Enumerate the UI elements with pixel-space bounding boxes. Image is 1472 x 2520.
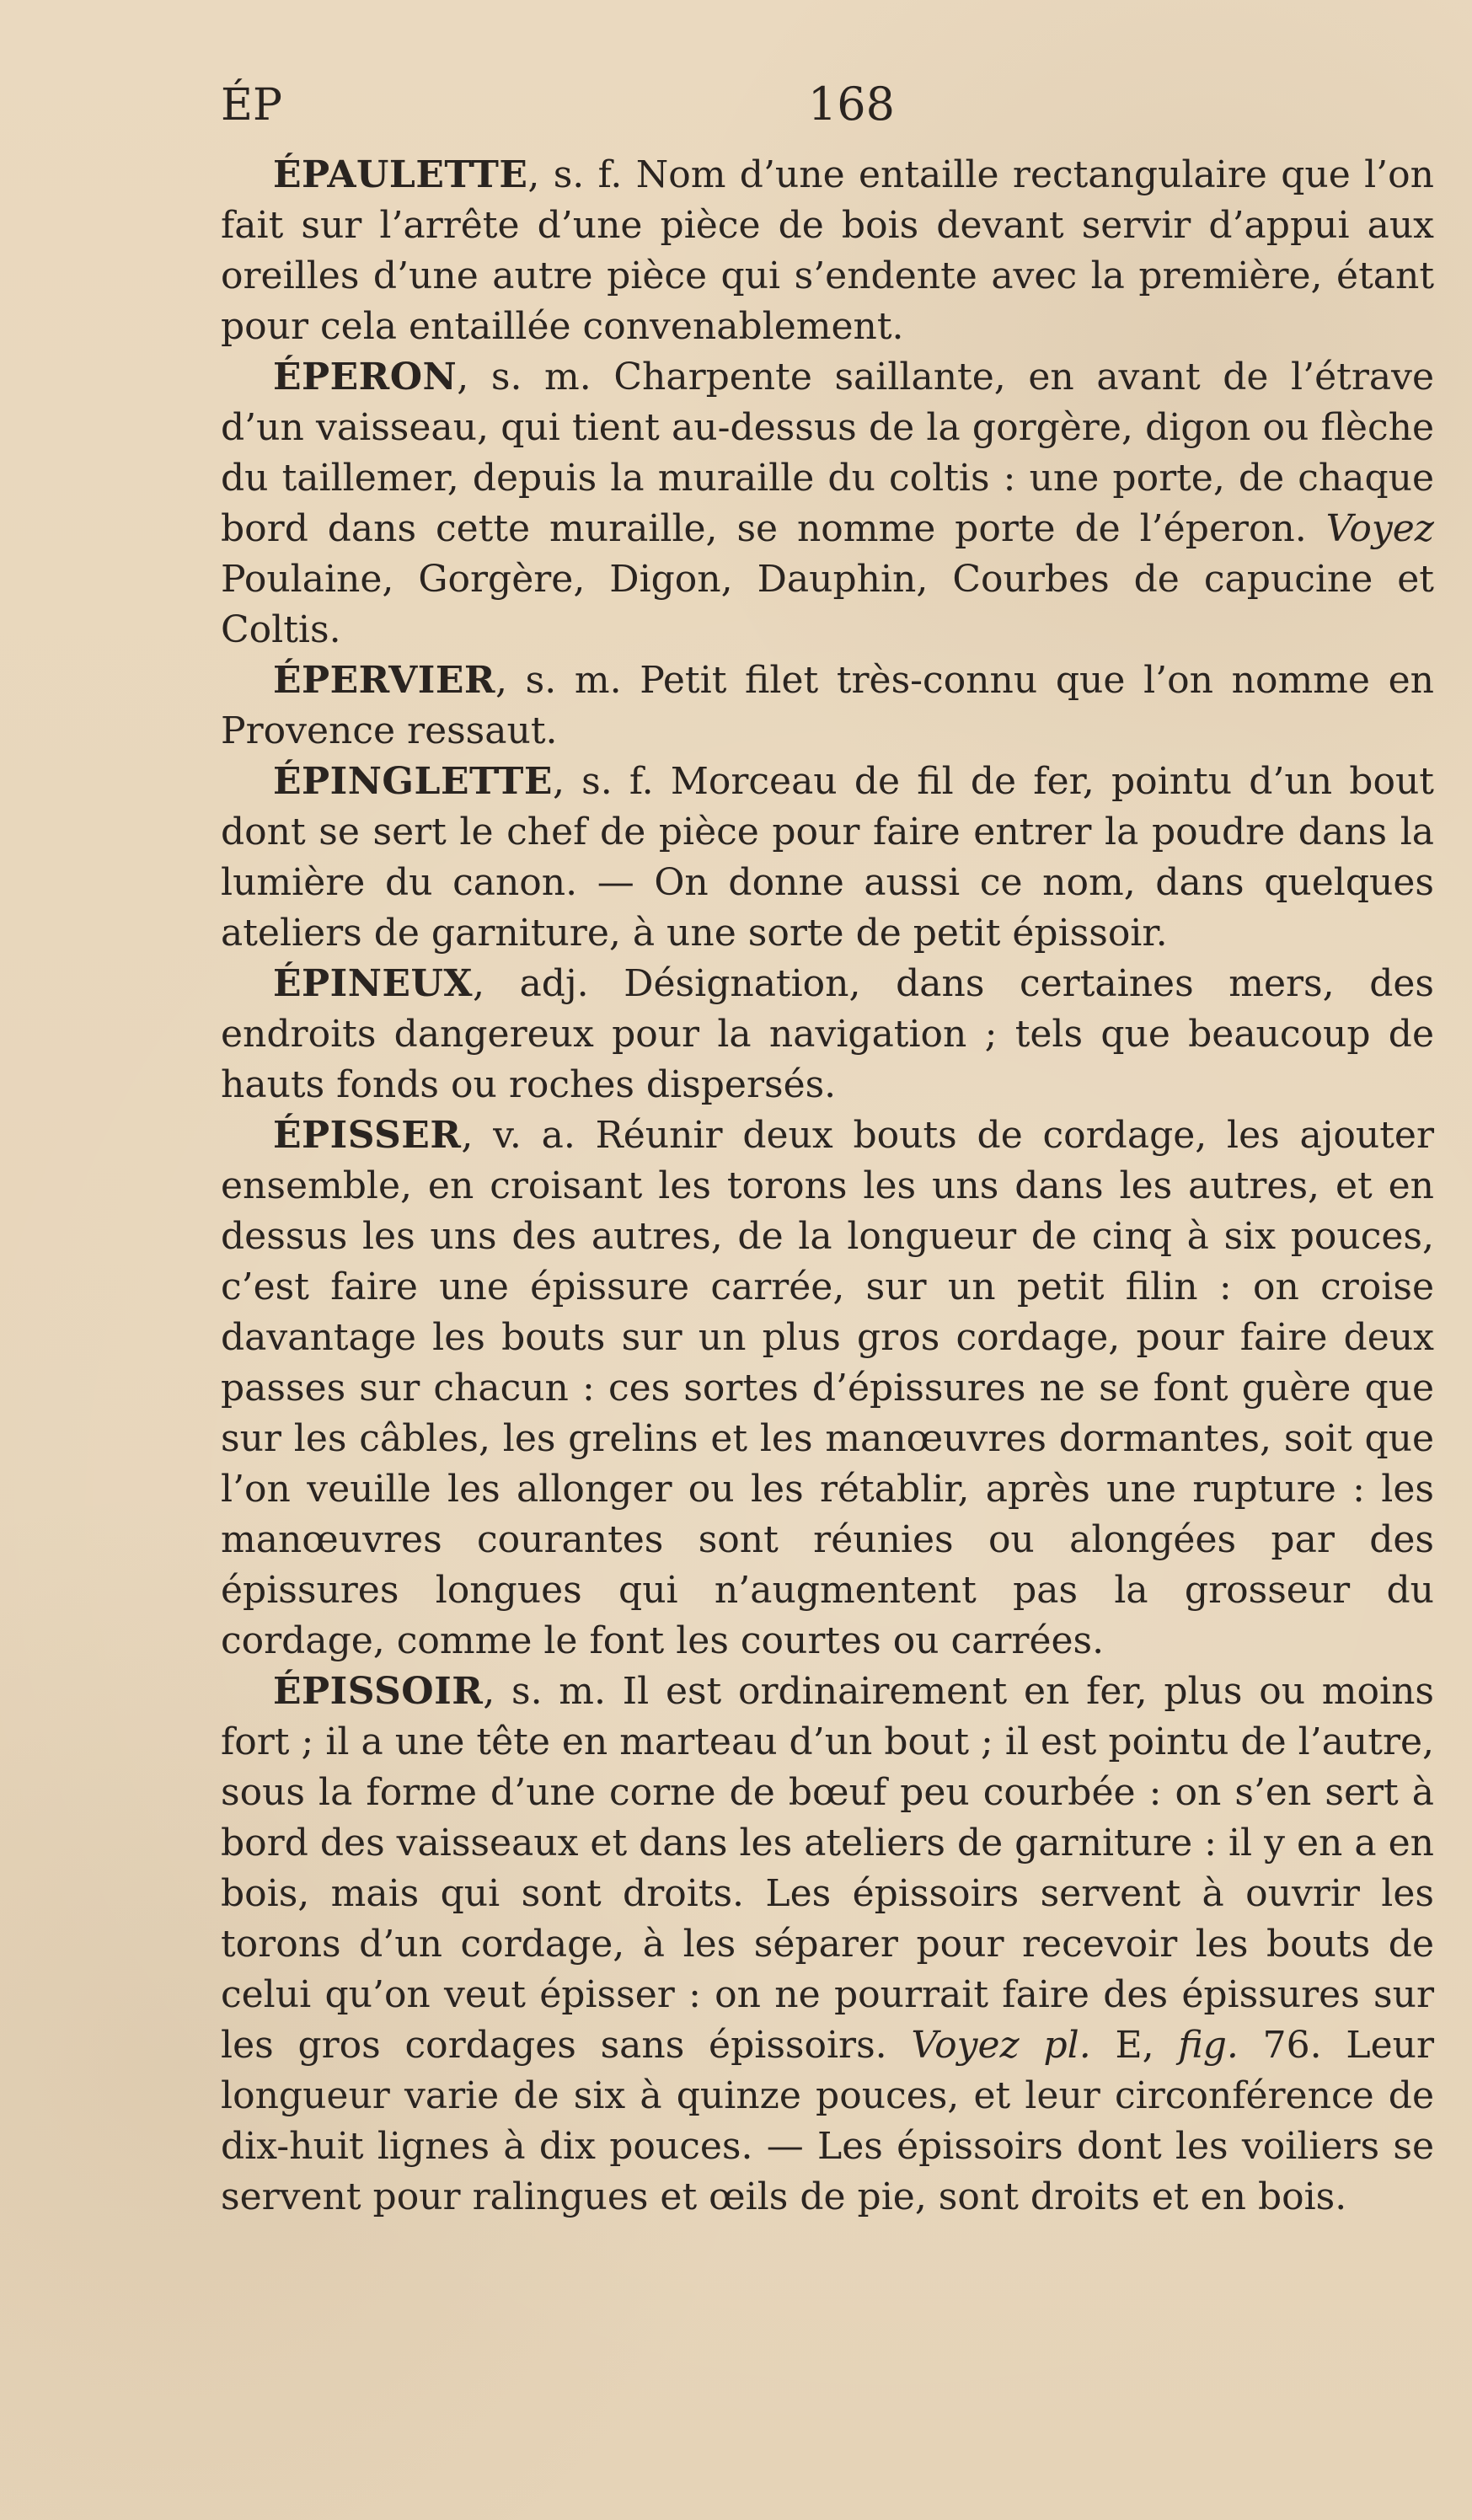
dictionary-entry-epinglette: [221, 757, 1434, 959]
entry-text: Morceau de fil de fer, pointu d’un bout dont se sert le chef de pièce pour faire entrer la poudre dans la lumière du canon. — On donne aussi ce nom, dans quelques ateliers de garniture, à une sorte de petit épissoir.: [221, 760, 1434, 955]
see-reference-label: Voyez: [1325, 507, 1434, 550]
entry-headword: ÉPERVIER: [273, 659, 495, 702]
entry-text: Charpente saillante, en avant de l’étrave d’un vaisseau, qui tient au-dessus de la gorgère, digon ou flèche du taillemer, depuis la muraille du coltis : une porte, de chaque bord dans cette muraille, se nomme porte de l’éperon.: [221, 356, 1434, 550]
page-content: [221, 78, 1434, 2223]
entry-headword: ÉPISSOIR: [273, 1670, 484, 1713]
running-headword: ÉP: [221, 80, 282, 131]
figure-number: 76.: [1262, 2024, 1322, 2067]
entry-headword: ÉPINEUX: [273, 962, 473, 1005]
entry-grammar: , s. f.: [552, 760, 654, 803]
page-number: 168: [807, 78, 895, 131]
entry-grammar: , v. a.: [461, 1114, 575, 1157]
entry-headword: ÉPISSER: [273, 1114, 462, 1157]
entry-headword: ÉPAULETTE: [273, 153, 528, 196]
entry-text: Nom d’une entaille rectangulaire que l’on fait sur l’arrête d’une pièce de bois devant servir d’appui aux oreilles d’une autre pièce qui s’endente avec la première, étant pour cela entaillée convenablement.: [221, 153, 1434, 348]
entry-text-after: Leur longueur varie de six à quinze pouces, et leur circonférence de dix-huit lignes à dix pouces. — Les épissoirs dont les voiliers se servent pour ralingues et œils de pie, sont droits et en bois.: [221, 2024, 1434, 2218]
entry-grammar: , s. m.: [495, 659, 622, 702]
entry-text: Désignation, dans certaines mers, des endroits dangereux pour la navigation ; tels que beaucoup de hauts fonds ou roches dispersés.: [221, 962, 1435, 1106]
dictionary-entry-epervier: [221, 655, 1434, 757]
running-head: [221, 78, 895, 150]
dictionary-entry-epaulette: [221, 150, 1434, 352]
entry-grammar: , s. m.: [457, 356, 591, 399]
dictionary-entry-episser: [221, 1110, 1434, 1667]
entry-headword: ÉPERON: [273, 356, 458, 399]
dictionary-entry-eperon: [221, 352, 1434, 655]
entry-grammar: , s. m.: [483, 1670, 606, 1713]
see-reference-label: Voyez pl.: [911, 2024, 1091, 2067]
entry-text: Réunir deux bouts de cordage, les ajouter ensemble, en croisant les torons les uns dans les autres, et en dessus les uns des autres, de la longueur de cinq à six pouces, c’est faire une épissure carrée, sur un petit filin : on croise davantage les bouts sur un plus gros cordage, pour faire deux passes sur chacun : ces sortes d’épissures ne se font guère que sur les câbles, les grelins et les manœuvres dormantes, soit que l’on veuille les allonger ou les rétablir, après une rupture : les manœuvres courantes sont réunies ou alongées par des épissures longues qui n’augmentent pas la grosseur du cordage, comme le font les courtes ou carrées.: [221, 1114, 1434, 1662]
plate-reference: E,: [1115, 2024, 1154, 2067]
entry-text: Petit filet très-connu que l’on nomme en Provence ressaut.: [221, 659, 1434, 752]
figure-label: fig.: [1178, 2024, 1239, 2067]
entry-grammar: , s. f.: [527, 153, 623, 196]
entry-grammar: , adj.: [472, 962, 589, 1005]
dictionary-entry-epissoir: [221, 1667, 1434, 2223]
entry-headword: ÉPINGLETTE: [273, 760, 553, 803]
see-reference-text: Poulaine, Gorgère, Digon, Dauphin, Courbes de capucine et Coltis.: [221, 558, 1434, 651]
entry-text: Il est ordinairement en fer, plus ou moins fort ; il a une tête en marteau d’un bout ; il est pointu de l’autre, sous la forme d’une corne de bœuf peu courbée : on s’en sert à bord des vaisseaux et dans les ateliers de garniture : il y en a en bois, mais qui sont droits. Les épissoirs servent à ouvrir les torons d’un cordage, à les séparer pour recevoir les bouts de celui qu’on veut épisser : on ne pourrait faire des épissures sur les gros cordages sans épissoirs.: [221, 1670, 1434, 2067]
dictionary-entry-epineux: [221, 959, 1434, 1110]
